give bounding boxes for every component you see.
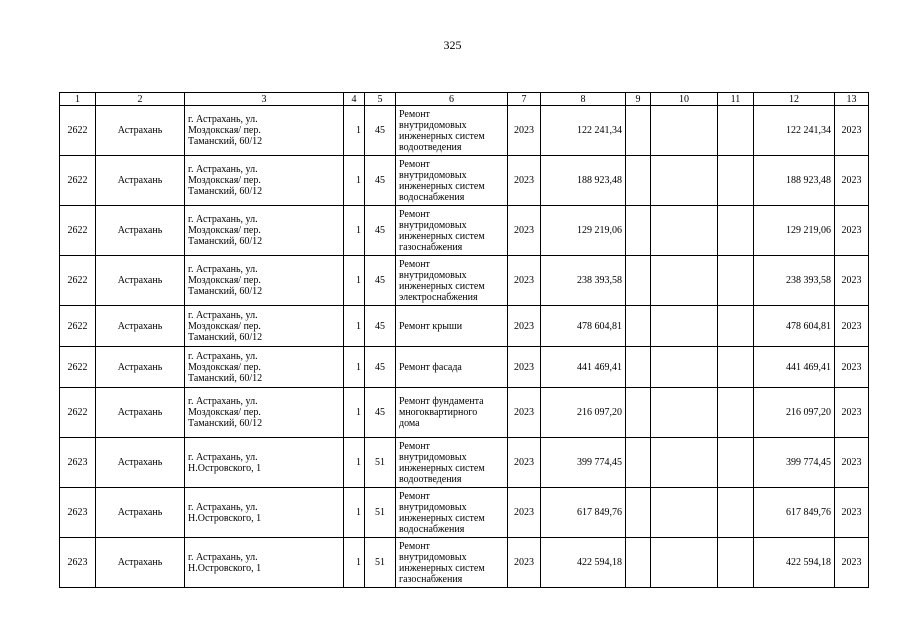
table-cell-col-8: 478 604,81 bbox=[541, 306, 626, 347]
table-cell-col-9 bbox=[626, 256, 651, 306]
cell-line: Ремонт bbox=[399, 208, 430, 220]
table-cell-col-1: 2623 bbox=[60, 538, 96, 588]
table-cell-col-7: 2023 bbox=[508, 306, 541, 347]
table-cell-col-3 bbox=[185, 347, 344, 388]
table-row bbox=[60, 388, 869, 438]
table-cell-col-7: 2023 bbox=[508, 388, 541, 438]
table-cell-col-2: Астрахань bbox=[96, 106, 185, 156]
table-cell-col-5: 45 bbox=[365, 206, 396, 256]
table-cell-col-12: 478 604,81 bbox=[754, 306, 835, 347]
cell-line: Моздокская/ пер. bbox=[188, 175, 261, 186]
table-cell-col-6 bbox=[396, 347, 508, 388]
table-cell-col-2: Астрахань bbox=[96, 347, 185, 388]
table-row bbox=[60, 538, 869, 588]
cell-line: инженерных систем bbox=[399, 180, 485, 192]
table-cell-col-13: 2023 bbox=[835, 488, 869, 538]
table-cell-col-3 bbox=[185, 206, 344, 256]
cell-line: Н.Островского, 1 bbox=[188, 462, 262, 474]
table-cell-col-8: 238 393,58 bbox=[541, 256, 626, 306]
table-cell-col-10 bbox=[651, 347, 718, 388]
table-cell-col-12: 617 849,76 bbox=[754, 488, 835, 538]
table-cell-col-8: 129 219,06 bbox=[541, 206, 626, 256]
table-cell-col-13: 2023 bbox=[835, 256, 869, 306]
table-cell-col-4: 1 bbox=[344, 256, 365, 306]
table-cell-col-7: 2023 bbox=[508, 156, 541, 206]
table-row bbox=[60, 106, 869, 156]
cell-line: Ремонт фасада bbox=[399, 361, 462, 373]
table-cell-col-3 bbox=[185, 538, 344, 588]
table-cell-col-8: 216 097,20 bbox=[541, 388, 626, 438]
column-header: 11 bbox=[718, 93, 754, 106]
table-cell-col-7: 2023 bbox=[508, 538, 541, 588]
table-cell-col-9 bbox=[626, 388, 651, 438]
cell-line: инженерных систем bbox=[399, 512, 485, 524]
column-header: 1 bbox=[60, 93, 96, 106]
table-cell-col-5: 51 bbox=[365, 438, 396, 488]
table-cell-col-5: 45 bbox=[365, 306, 396, 347]
table-cell-col-4: 1 bbox=[344, 347, 365, 388]
table-cell-col-1: 2622 bbox=[60, 388, 96, 438]
table-cell-col-1: 2622 bbox=[60, 256, 96, 306]
cell-line: Ремонт bbox=[399, 258, 430, 270]
table-cell-col-7: 2023 bbox=[508, 106, 541, 156]
table-cell-col-5: 51 bbox=[365, 538, 396, 588]
cell-line: внутридомовых bbox=[399, 451, 467, 463]
table-cell-col-1: 2622 bbox=[60, 206, 96, 256]
cell-line: Таманский, 60/12 bbox=[188, 418, 263, 429]
cell-line: Ремонт фундамента bbox=[399, 396, 484, 407]
table-cell-col-4: 1 bbox=[344, 538, 365, 588]
cell-line: Н.Островского, 1 bbox=[188, 562, 262, 574]
cell-line: внутридомовых bbox=[399, 119, 467, 131]
table-cell-col-11 bbox=[718, 206, 754, 256]
table-cell-col-5: 45 bbox=[365, 256, 396, 306]
cell-line: Н.Островского, 1 bbox=[188, 512, 262, 524]
table-cell-col-11 bbox=[718, 538, 754, 588]
table-row bbox=[60, 256, 869, 306]
cell-line: инженерных систем bbox=[399, 280, 485, 292]
table-row bbox=[60, 206, 869, 256]
table-cell-col-8: 422 594,18 bbox=[541, 538, 626, 588]
table-cell-col-2: Астрахань bbox=[96, 206, 185, 256]
table-cell-col-6 bbox=[396, 438, 508, 488]
cell-line: г. Астрахань, ул. bbox=[188, 164, 258, 175]
table-cell-col-13: 2023 bbox=[835, 388, 869, 438]
table-cell-col-7: 2023 bbox=[508, 488, 541, 538]
table-cell-col-9 bbox=[626, 106, 651, 156]
cell-line: г. Астрахань, ул. bbox=[188, 264, 258, 275]
cell-line: Таманский, 60/12 bbox=[188, 186, 263, 197]
table-cell-col-2: Астрахань bbox=[96, 306, 185, 347]
table-cell-col-9 bbox=[626, 347, 651, 388]
table-cell-col-4: 1 bbox=[344, 488, 365, 538]
table-cell-col-10 bbox=[651, 256, 718, 306]
cell-line: Таманский, 60/12 bbox=[188, 236, 263, 247]
cell-line: инженерных систем bbox=[399, 130, 485, 142]
table-cell-col-2: Астрахань bbox=[96, 438, 185, 488]
table-cell-col-8: 188 923,48 bbox=[541, 156, 626, 206]
table-cell-col-9 bbox=[626, 488, 651, 538]
cell-line: Ремонт bbox=[399, 158, 430, 170]
cell-line: Моздокская/ пер. bbox=[188, 407, 261, 418]
cell-line: г. Астрахань, ул. bbox=[188, 309, 258, 321]
repair-schedule-table bbox=[59, 92, 869, 588]
cell-line: многоквартирного bbox=[399, 407, 478, 418]
cell-line: Таманский, 60/12 bbox=[188, 372, 263, 384]
table-cell-col-2: Астрахань bbox=[96, 538, 185, 588]
table-cell-col-6 bbox=[396, 256, 508, 306]
column-header: 8 bbox=[541, 93, 626, 106]
cell-line: внутридомовых bbox=[399, 269, 467, 281]
cell-line: водоотведения bbox=[399, 141, 462, 153]
table-cell-col-4: 1 bbox=[344, 106, 365, 156]
table-cell-col-5: 51 bbox=[365, 488, 396, 538]
table-cell-col-4: 1 bbox=[344, 206, 365, 256]
table-cell-col-1: 2623 bbox=[60, 488, 96, 538]
table-cell-col-6 bbox=[396, 106, 508, 156]
table-cell-col-11 bbox=[718, 306, 754, 347]
table-cell-col-9 bbox=[626, 156, 651, 206]
table-cell-col-6 bbox=[396, 156, 508, 206]
table-cell-col-6 bbox=[396, 538, 508, 588]
table-cell-col-2: Астрахань bbox=[96, 488, 185, 538]
table-cell-col-8: 617 849,76 bbox=[541, 488, 626, 538]
cell-line: г. Астрахань, ул. bbox=[188, 350, 258, 362]
cell-line: Таманский, 60/12 bbox=[188, 136, 263, 147]
table-cell-col-5: 45 bbox=[365, 156, 396, 206]
table-cell-col-1: 2622 bbox=[60, 106, 96, 156]
table-cell-col-11 bbox=[718, 388, 754, 438]
table-cell-col-9 bbox=[626, 538, 651, 588]
column-header: 13 bbox=[835, 93, 869, 106]
cell-line: г. Астрахань, ул. bbox=[188, 551, 258, 563]
table-cell-col-3 bbox=[185, 388, 344, 438]
table-cell-col-1: 2622 bbox=[60, 156, 96, 206]
table-cell-col-7: 2023 bbox=[508, 347, 541, 388]
table-cell-col-6 bbox=[396, 488, 508, 538]
cell-line: Моздокская/ пер. bbox=[188, 320, 261, 332]
table-cell-col-13: 2023 bbox=[835, 538, 869, 588]
table-cell-col-1: 2622 bbox=[60, 306, 96, 347]
table-cell-col-11 bbox=[718, 156, 754, 206]
column-header: 5 bbox=[365, 93, 396, 106]
table-cell-col-10 bbox=[651, 488, 718, 538]
page-number: 325 bbox=[443, 38, 462, 52]
cell-line: г. Астрахань, ул. bbox=[188, 396, 258, 407]
table-cell-col-13: 2023 bbox=[835, 206, 869, 256]
column-header: 10 bbox=[651, 93, 718, 106]
cell-line: внутридомовых bbox=[399, 219, 467, 231]
column-header: 3 bbox=[185, 93, 344, 106]
table-cell-col-6 bbox=[396, 306, 508, 347]
table-cell-col-2: Астрахань bbox=[96, 256, 185, 306]
cell-line: газоснабжения bbox=[399, 241, 463, 253]
table-cell-col-3 bbox=[185, 488, 344, 538]
cell-line: г. Астрахань, ул. bbox=[188, 451, 258, 463]
table-cell-col-11 bbox=[718, 347, 754, 388]
table-row bbox=[60, 347, 869, 388]
table-cell-col-12: 188 923,48 bbox=[754, 156, 835, 206]
column-header: 6 bbox=[396, 93, 508, 106]
cell-line: инженерных систем bbox=[399, 462, 485, 474]
cell-line: Ремонт bbox=[399, 108, 430, 120]
table-cell-col-6 bbox=[396, 206, 508, 256]
cell-line: Моздокская/ пер. bbox=[188, 361, 261, 373]
table-cell-col-3 bbox=[185, 256, 344, 306]
table-cell-col-7: 2023 bbox=[508, 438, 541, 488]
table-cell-col-8: 399 774,45 bbox=[541, 438, 626, 488]
table-cell-col-13: 2023 bbox=[835, 306, 869, 347]
table-cell-col-13: 2023 bbox=[835, 106, 869, 156]
table-cell-col-10 bbox=[651, 206, 718, 256]
table-cell-col-4: 1 bbox=[344, 388, 365, 438]
cell-line: Моздокская/ пер. bbox=[188, 275, 261, 286]
table-row bbox=[60, 156, 869, 206]
column-header: 9 bbox=[626, 93, 651, 106]
table-cell-col-10 bbox=[651, 156, 718, 206]
cell-line: Моздокская/ пер. bbox=[188, 225, 261, 236]
table-cell-col-13: 2023 bbox=[835, 347, 869, 388]
table-cell-col-12: 441 469,41 bbox=[754, 347, 835, 388]
table-cell-col-10 bbox=[651, 388, 718, 438]
table-cell-col-12: 122 241,34 bbox=[754, 106, 835, 156]
column-number-row bbox=[60, 93, 869, 106]
table-cell-col-9 bbox=[626, 206, 651, 256]
table-cell-col-2: Астрахань bbox=[96, 156, 185, 206]
cell-line: водоотведения bbox=[399, 473, 462, 485]
column-header: 7 bbox=[508, 93, 541, 106]
column-header: 2 bbox=[96, 93, 185, 106]
cell-line: Ремонт bbox=[399, 490, 430, 502]
table-cell-col-3 bbox=[185, 306, 344, 347]
table-cell-col-13: 2023 bbox=[835, 438, 869, 488]
cell-line: Таманский, 60/12 bbox=[188, 331, 263, 343]
cell-line: газоснабжения bbox=[399, 573, 463, 585]
table-cell-col-1: 2623 bbox=[60, 438, 96, 488]
table-cell-col-11 bbox=[718, 488, 754, 538]
cell-line: водоснабжения bbox=[399, 191, 465, 203]
table-cell-col-5: 45 bbox=[365, 388, 396, 438]
column-header: 12 bbox=[754, 93, 835, 106]
table-cell-col-11 bbox=[718, 438, 754, 488]
cell-line: Ремонт bbox=[399, 540, 430, 552]
table-cell-col-12: 238 393,58 bbox=[754, 256, 835, 306]
table-cell-col-13: 2023 bbox=[835, 156, 869, 206]
table-cell-col-5: 45 bbox=[365, 106, 396, 156]
table-cell-col-1: 2622 bbox=[60, 347, 96, 388]
table-row bbox=[60, 488, 869, 538]
table-cell-col-5: 45 bbox=[365, 347, 396, 388]
table-cell-col-6 bbox=[396, 388, 508, 438]
table-cell-col-12: 129 219,06 bbox=[754, 206, 835, 256]
table-cell-col-7: 2023 bbox=[508, 206, 541, 256]
table-cell-col-11 bbox=[718, 106, 754, 156]
table-cell-col-4: 1 bbox=[344, 156, 365, 206]
table-cell-col-9 bbox=[626, 306, 651, 347]
table-cell-col-2: Астрахань bbox=[96, 388, 185, 438]
table-row bbox=[60, 438, 869, 488]
cell-line: внутридомовых bbox=[399, 501, 467, 513]
cell-line: водоснабжения bbox=[399, 523, 465, 535]
table-cell-col-4: 1 bbox=[344, 306, 365, 347]
cell-line: г. Астрахань, ул. bbox=[188, 501, 258, 513]
cell-line: внутридомовых bbox=[399, 551, 467, 563]
cell-line: г. Астрахань, ул. bbox=[188, 114, 258, 125]
table-cell-col-3 bbox=[185, 106, 344, 156]
table-cell-col-10 bbox=[651, 306, 718, 347]
table-cell-col-3 bbox=[185, 156, 344, 206]
cell-line: электроснабжения bbox=[399, 291, 478, 303]
table-cell-col-10 bbox=[651, 538, 718, 588]
table-cell-col-12: 422 594,18 bbox=[754, 538, 835, 588]
column-header: 4 bbox=[344, 93, 365, 106]
cell-line: дома bbox=[399, 418, 420, 429]
table-cell-col-12: 399 774,45 bbox=[754, 438, 835, 488]
table-row bbox=[60, 306, 869, 347]
table-body bbox=[60, 106, 869, 588]
table-cell-col-8: 441 469,41 bbox=[541, 347, 626, 388]
table-cell-col-11 bbox=[718, 256, 754, 306]
cell-line: инженерных систем bbox=[399, 230, 485, 242]
cell-line: Ремонт bbox=[399, 440, 430, 452]
cell-line: Ремонт крыши bbox=[399, 320, 463, 332]
table-cell-col-8: 122 241,34 bbox=[541, 106, 626, 156]
cell-line: Таманский, 60/12 bbox=[188, 286, 263, 297]
table-cell-col-9 bbox=[626, 438, 651, 488]
table-cell-col-4: 1 bbox=[344, 438, 365, 488]
table-cell-col-12: 216 097,20 bbox=[754, 388, 835, 438]
table-cell-col-3 bbox=[185, 438, 344, 488]
table-cell-col-10 bbox=[651, 438, 718, 488]
cell-line: внутридомовых bbox=[399, 169, 467, 181]
cell-line: г. Астрахань, ул. bbox=[188, 214, 258, 225]
cell-line: Моздокская/ пер. bbox=[188, 125, 261, 136]
cell-line: инженерных систем bbox=[399, 562, 485, 574]
table-cell-col-10 bbox=[651, 106, 718, 156]
table-cell-col-7: 2023 bbox=[508, 256, 541, 306]
